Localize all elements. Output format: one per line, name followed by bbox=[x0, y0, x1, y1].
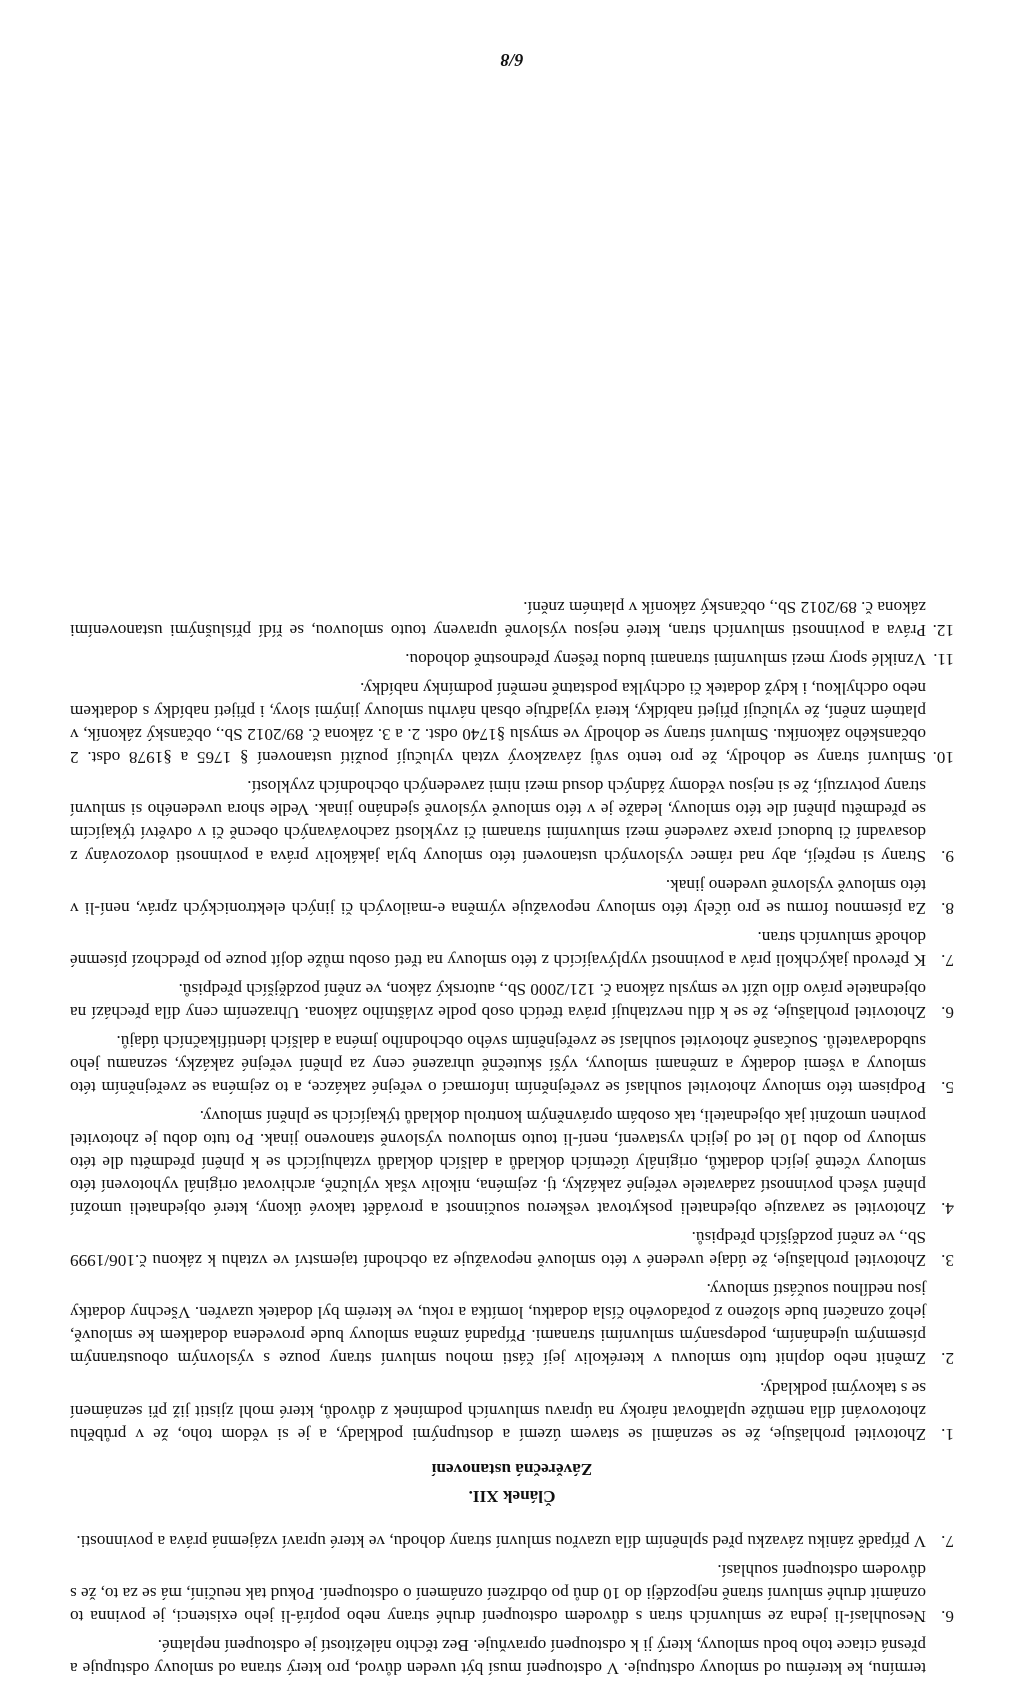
clause-10 bbox=[70, 677, 954, 769]
clause-number: 2. bbox=[941, 1349, 954, 1369]
clause-number: 8. bbox=[941, 898, 954, 918]
clause-text: Vzniklé spory mezi smluvními stranami budou řešeny přednostně dohodou. bbox=[405, 650, 926, 670]
page-number: 6/8 bbox=[500, 50, 524, 71]
clause-number: 6. bbox=[941, 1606, 954, 1626]
clause-text: Podpisem této smlouvy zhotovitel souhlasí se zveřejněním informací o veřejné zakázce, a to zejména se zveřejněním této smlouvy a všemi dodatky a změnami smlouvy, výší skutečně uhrazené ceny za plnění veřejné zakázky, seznamu jeho subdodavatelů. Současně zhotovitel souhlasí se zveřejněním svého obchodního jména a dalších identifikačních údajů. bbox=[70, 1031, 926, 1097]
clause-2 bbox=[70, 1278, 954, 1370]
clause-5 bbox=[70, 1030, 954, 1099]
clause-text: Strany si nepřejí, aby nad rámec výslovných ustanovení této smlouvy byla jakákoliv práva a povinnosti dovozovány z dosavadní či budoucí praxe zavedené mezi smluvními stranami či zvyklostí zachovávaných obecně či v odvětví týkajícím se předmětu plnění dle této smlouvy, ledaže je v této smlouvě výslovně sjednáno jinak. Vedle shora uvedeného si smluvní strany potvrzují, že si nejsou vědomy žádných dosud mezi nimi zavedených obchodních zvyklostí. bbox=[70, 777, 926, 866]
clause-number: 1. bbox=[941, 1424, 954, 1444]
clause-text: Zhotovitel se zavazuje objednateli poskytovat veškerou součinnost a provádět takové úkony, které objednateli umožní plnění všech povinností zadavatele veřejné zakázky, tj. zejména, nikoliv však výlučně, archivovat originál vyhotovení této smlouvy včetně jejích dodatků, originály účetních dokladů a dalších dokladů vztahujících se k plnění předmětu dle této smlouvy po dobu 10 let od jejich vystavení, není-li touto smlouvou výslovně stanoveno jinak. Po tuto dobu je zhotovitel povinen umožnit jak objednateli, tak osobám oprávněným kontrolu dokladů týkajících se plnění smlouvy. bbox=[70, 1107, 926, 1219]
clause-text: V případě zániku závazku před splněním díla uzavřou smluvní strany dohodu, ve které upraví vzájemná práva a povinnosti. bbox=[76, 1531, 926, 1551]
clause-number: 6. bbox=[941, 1002, 954, 1022]
clause-number: 5. bbox=[941, 1077, 954, 1097]
clause-number: 3. bbox=[941, 1251, 954, 1271]
clause-11 bbox=[70, 648, 954, 671]
clause-number: 4. bbox=[941, 1199, 954, 1219]
prev-clause-7 bbox=[70, 1530, 954, 1553]
page-content bbox=[70, 590, 954, 1680]
clause-text: Změnit nebo doplnit tuto smlouvu v kterékoliv její části mohou smluvní strany pouze s výslovným oboustranným písemným ujednáním, podepsaným smluvními stranami. Případná změna smlouvy bude provedena dodatkem ke smlouvě, jehož označení bude složeno z pořadového čísla dodatku, lomítka a roku, ve kterém byl dodatek uzavřen. Všechny dodatky jsou nedílnou součástí smlouvy. bbox=[70, 1280, 926, 1369]
continued-paragraph: termínu, ke kterému od smlouvy odstupuje. V odstoupení musí být uveden důvod, pro který strana od smlouvy odstupuje a přesná citace toho bodu smlouvy, který ji k odstoupení opravňuje. Bez těchto náležitostí je odstoupení neplatné. bbox=[70, 1635, 926, 1678]
clause-number: 10. bbox=[932, 748, 954, 768]
clause-9 bbox=[70, 775, 954, 867]
clause-text: Za písemnou formu se pro účely této smlouvy nepovažuje výměna e-mailových či jiných elektronických zpráv, není-li v této smlouvě výslovně uvedeno jinak. bbox=[70, 875, 926, 918]
clause-text: Práva a povinnosti smluvních stran, které nejsou výslovně upraveny touto smlouvou, se řídí příslušnými ustanoveními zákona č. 89/2012 Sb., občanský zákoník v platném znění. bbox=[70, 598, 926, 641]
clause-text: Nesouhlasí-li jedna ze smluvních stran s důvodem odstoupení druhé strany nebo popírá-li jeho existenci, je povinna to oznámit druhé smluvní straně nejpozději do 10 dnů po obdržení oznámení o odstoupení. Pokud tak neučiní, má se za to, že s důvodem odstoupení souhlasí. bbox=[70, 1560, 926, 1626]
clause-number: 7. bbox=[941, 1531, 954, 1551]
clause-1 bbox=[70, 1376, 954, 1445]
article-subtitle: Závěrečná ustanovení bbox=[431, 1459, 593, 1479]
clause-text: K převodu jakýchkoli práv a povinností vyplývajících z této smlouvy na třetí osobu může dojít pouze po předchozí písemné dohodě smluvních stran. bbox=[70, 927, 926, 970]
prev-clause-6 bbox=[70, 1559, 954, 1628]
clause-number: 7. bbox=[941, 950, 954, 970]
clause-6 bbox=[70, 978, 954, 1024]
clause-number: 11. bbox=[933, 650, 954, 670]
clause-7 bbox=[70, 926, 954, 972]
clause-3 bbox=[70, 1226, 954, 1272]
clause-4 bbox=[70, 1105, 954, 1220]
clause-12 bbox=[70, 596, 954, 642]
clause-number: 9. bbox=[941, 846, 954, 866]
clause-text: Zhotovitel prohlašuje, že se k dílu nevztahují práva třetích osob podle zvláštního zákona. Uhrazením ceny díla přechází na objednatele právo dílo užít ve smyslu zákona č. 121/2000 Sb., autorský zákon, ve znění pozdějších předpisů. bbox=[70, 979, 926, 1022]
article-title: Článek XII. bbox=[468, 1486, 556, 1506]
clause-number: 12. bbox=[932, 621, 954, 641]
clause-8 bbox=[70, 874, 954, 920]
clause-text: Zhotovitel prohlašuje, že údaje uvedené v této smlouvě nepovažuje za obchodní tajemství ve vztahu k zákonu č.106/1999 Sb., ve znění pozdějších předpisů. bbox=[70, 1228, 926, 1271]
clause-text: Zhotovitel prohlašuje, že se seznámil se stavem území a dostupnými podklady, a je si vědom toho, že v průběhu zhotovování díla nemůže uplatňovat nároky na úpravu smluvních podmínek z důvodů, které mohl zjistit již při seznámení se s takovými podklady. bbox=[70, 1378, 926, 1444]
clause-text: Smluvní strany se dohodly, že pro tento svůj závazkový vztah vylučují použití ustanovení § 1765 a §1978 odst. 2 občanského zákoníku. Smluvní strany se dohodly ve smyslu §1740 odst. 2. a 3. zákona č. 89/2012 Sb., občanský zákoník, v platném znění, že vylučují přijetí nabídky, která vyjadřuje obsah návrhu smlouvy jinými slovy, i přijetí nabídky s dodatkem nebo odchylkou, i když dodatek či odchylka podstatně nemění podmínky nabídky. bbox=[70, 679, 926, 768]
